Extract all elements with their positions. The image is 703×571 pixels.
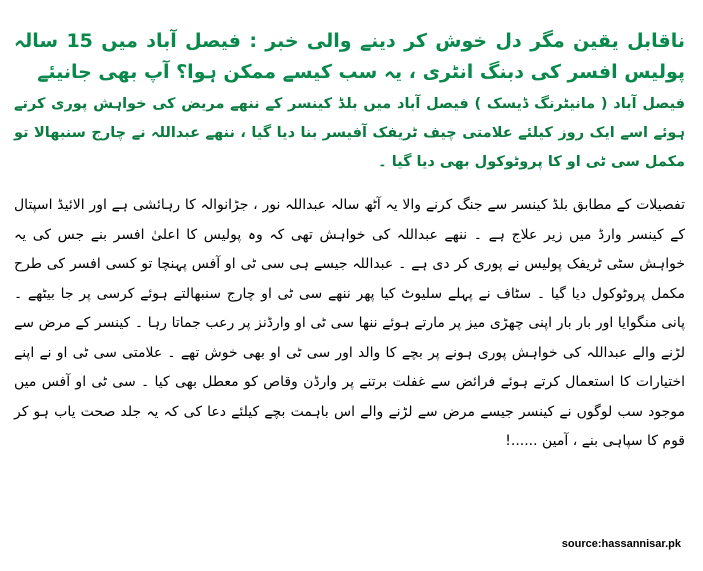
source-credit: source:hassannisar.pk — [561, 538, 681, 550]
article-headline: ناقابل یقین مگر دل خوش کر دینے والی خبر : فیصل آباد میں 15 سالہ پولیس افسر کی دبنگ انٹری ، یہ سب کیسے ممکن ہوا؟ آپ بھی جانیئے — [14, 30, 686, 83]
article-body: تفصیلات کے مطابق بلڈ کینسر سے جنگ کرنے والا یہ آٹھ سالہ عبداللہ نور ، جڑانوالہ کا رہائشی ہے اور الائیڈ اسپتال کے کینسر وارڈ میں زیر علاج ہے ۔ ننھے عبداللہ کی خواہش تھی کہ وہ پولیس کا اعلیٰ افسر بنے جس کی یہ خواہش سٹی ٹریفک پولیس نے پوری کر دی ہے ۔ عبداللہ جیسے ہی سی ٹی او آفس پہنچا تو کسی افسر کی طرح مکمل پروٹوکول دیا گیا ۔ سٹاف نے پہلے سلیوٹ کیا پھر ننھے سی ٹی او چارج سنبھالتے ہوئے کرسی پر جا بیٹھے ۔ پانی منگوایا اور بار بار اپنی چھڑی میز پر مارتے ہوئے ننھا سی ٹی او وارڈنز پر رعب جماتا رہا ۔ کینسر کے مرض سے لڑنے والے عبداللہ کی خواہش پوری ہونے پر بچے کا والد اور سی ٹی او بھی خوش تھے ۔ علامتی سی ٹی او نے اپنے اختیارات کا استعمال کرتے ہوئے فرائض سے غفلت برتنے پر وارڈن وقاص کو معطل بھی کیا ۔ سی ٹی او آفس میں موجود سب لوگوں نے کینسر جیسے مرض سے لڑنے والے اس باہمت بچے کیلئے دعا کی کہ یہ جلد صحت یاب ہو کر قوم کا سپاہی بنے ، آمین ......! — [14, 197, 685, 449]
article-intro: فیصل آباد ( مانیٹرنگ ڈیسک ) فیصل آباد میں بلڈ کینسر کے ننھے مریض کی خواہش پوری کرتے ہوئے اسے ایک روز کیلئے علامتی چیف ٹریفک آفیسر بنا دیا گیا ، ننھے عبداللہ نے چارج سنبھالا تو مکمل سی ٹی او کا پروٹوکول بھی دیا گیا ۔ — [14, 96, 685, 170]
